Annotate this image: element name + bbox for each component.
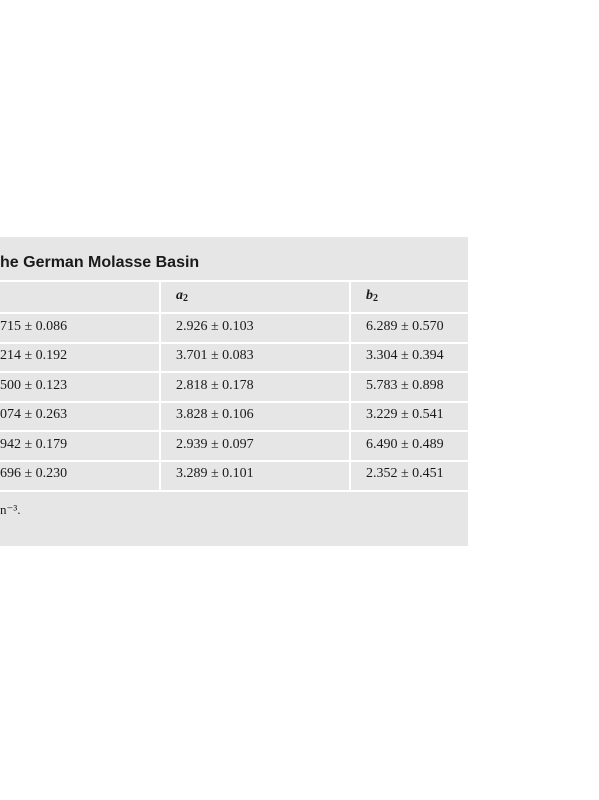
table-cell: 2.352 ± 0.451 bbox=[366, 466, 444, 481]
table-column-divider bbox=[159, 282, 161, 490]
table-row-divider bbox=[0, 430, 468, 432]
table-caption: he German Molasse Basin bbox=[0, 254, 200, 271]
table-cell: 715 ± 0.086 bbox=[0, 319, 68, 334]
table-cell: 6.490 ± 0.489 bbox=[366, 437, 444, 452]
column-header-b2: $b_2$ bbox=[366, 288, 378, 304]
table-cell: 214 ± 0.192 bbox=[0, 348, 68, 363]
table-cell: 3.701 ± 0.083 bbox=[176, 348, 254, 363]
table-cell: 2.818 ± 0.178 bbox=[176, 378, 254, 393]
table-cell: 3.828 ± 0.106 bbox=[176, 407, 254, 422]
table-cell: 5.783 ± 0.898 bbox=[366, 378, 444, 393]
table-row-divider bbox=[0, 342, 468, 344]
table-cell: 942 ± 0.179 bbox=[0, 437, 68, 452]
table-body-bottom-divider bbox=[0, 490, 468, 492]
table-cell: 3.229 ± 0.541 bbox=[366, 407, 444, 422]
table-cell: 2.926 ± 0.103 bbox=[176, 319, 254, 334]
table-cell: 6.289 ± 0.570 bbox=[366, 319, 444, 334]
table-header-top-divider bbox=[0, 280, 468, 282]
table-row-divider bbox=[0, 371, 468, 373]
table-cell: 3.304 ± 0.394 bbox=[366, 348, 444, 363]
table-cell: 696 ± 0.230 bbox=[0, 466, 68, 481]
table-header-bottom-divider bbox=[0, 312, 468, 314]
table-cell: 2.939 ± 0.097 bbox=[176, 437, 254, 452]
table-cell: 074 ± 0.263 bbox=[0, 407, 68, 422]
table-footnote: n⁻³. bbox=[0, 502, 21, 517]
table-cell: 3.289 ± 0.101 bbox=[176, 466, 254, 481]
column-header-a2: $a_2$ bbox=[176, 288, 188, 304]
table-column-divider bbox=[349, 282, 351, 490]
table-cell: 500 ± 0.123 bbox=[0, 378, 68, 393]
table-row-divider bbox=[0, 401, 468, 403]
table-row-divider bbox=[0, 460, 468, 462]
